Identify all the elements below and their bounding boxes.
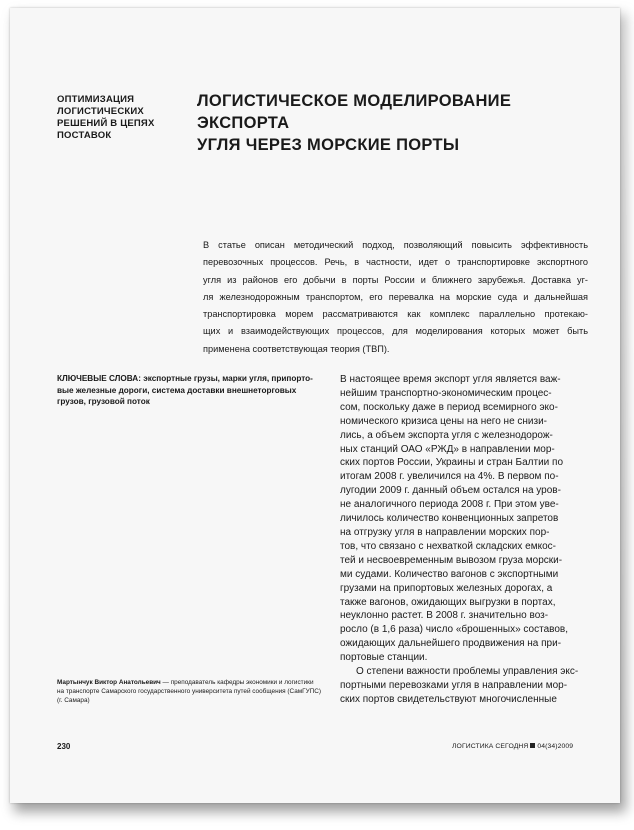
body-line: ских портов России, Украины и стран Балтии по bbox=[340, 457, 564, 469]
abstract bbox=[203, 237, 588, 358]
keywords-line: грузов, грузовой поток bbox=[57, 397, 150, 407]
body-text bbox=[340, 373, 595, 707]
body-line: тов, что связано с нехваткой складских емкос- bbox=[340, 540, 556, 552]
body-line: номического кризиса цены на него не снизи- bbox=[340, 415, 548, 427]
body-line: портовые станции. bbox=[340, 652, 428, 664]
journal-issue: 04(34)2009 bbox=[537, 743, 574, 750]
body-line: итогам 2008 г. увеличился на 4%. В первом по- bbox=[340, 471, 559, 483]
article-title-line: УГЛЯ ЧЕРЕЗ МОРСКИЕ ПОРТЫ bbox=[197, 136, 460, 154]
body-line: сом, поскольку даже в период всемирного эко- bbox=[340, 401, 558, 413]
section-label-line: ОПТИМИЗАЦИЯ bbox=[57, 94, 135, 105]
abstract-line: В статье описан методический подход, позволяющий повысить эффективность bbox=[203, 240, 588, 250]
body-line: личилось количество конвенционных запретов bbox=[340, 513, 559, 525]
body-line: тей и несвоевременным вывозом груза морски- bbox=[340, 554, 563, 566]
body-line: росло (в 1,6 раза) число «брошенных» составов, bbox=[340, 624, 568, 636]
keywords-line: вые железные дороги, система доставки внешнеторговых bbox=[57, 385, 297, 395]
page-number: 230 bbox=[57, 742, 71, 751]
article-title-line: ЛОГИСТИЧЕСКОЕ МОДЕЛИРОВАНИЕ ЭКСПОРТА bbox=[197, 92, 512, 132]
body-line: ских портов свидетельствуют многочисленные bbox=[340, 693, 557, 705]
body-line: лись, а объем экспорта угля с железнодорож- bbox=[340, 429, 553, 441]
article-title bbox=[197, 90, 587, 156]
abstract-line: ля железнодорожным транспортом, его перевалка на морские суда и дальнейшая bbox=[203, 291, 588, 302]
body-line: нейшим транспортно-экономическим процес- bbox=[340, 387, 552, 399]
square-icon bbox=[530, 743, 535, 748]
abstract-line: перевозочных процессов. Речь, в частности, идет о транспортировке экспортного bbox=[203, 257, 588, 268]
body-line: О степени важности проблемы управления экс- bbox=[356, 666, 579, 678]
section-label-line: ЛОГИСТИЧЕСКИХ bbox=[57, 106, 144, 117]
section-label-line: ПОСТАВОК bbox=[57, 130, 112, 141]
author-line: на транспорте Самарского государственного университета путей сообщения (СамГУПС) bbox=[57, 688, 322, 695]
body-line: ных станций ОАО «РЖД» в направлении мор- bbox=[340, 443, 555, 455]
abstract-line: применена соответствующая теория (ТВП). bbox=[203, 343, 390, 354]
keywords bbox=[57, 373, 317, 408]
author-desc: — преподаватель кафедры экономики и логистики bbox=[160, 679, 314, 686]
body-line: портными перевозками угля в направлении мор- bbox=[340, 679, 568, 691]
author-line: (г. Самара) bbox=[57, 697, 90, 704]
author-line bbox=[57, 678, 325, 687]
section-label bbox=[57, 94, 167, 142]
abstract-line: щих и взаимодействующих процессов, для моделирования которых может быть bbox=[203, 326, 588, 337]
body-line: неуклонно растет. В 2008 г. значительно воз- bbox=[340, 610, 549, 622]
author-info bbox=[57, 678, 325, 705]
abstract-line: угля из районов его добычи в порты России и ближнего зарубежья. Доставка уг- bbox=[203, 274, 588, 285]
journal-footer bbox=[452, 743, 573, 750]
section-label-line: РЕШЕНИЙ В ЦЕПЯХ bbox=[57, 118, 155, 129]
body-line: на отгрузку угля в направлении морских пор- bbox=[340, 526, 550, 538]
keywords-line: КЛЮЧЕВЫЕ СЛОВА: экспортные грузы, марки угля, припорто- bbox=[57, 374, 313, 383]
abstract-line: транспортировка морем рассматриваются как комплекс параллельно протекаю- bbox=[203, 309, 588, 320]
body-line: лугодии 2009 г. данный объем остался на уров- bbox=[340, 485, 561, 497]
author-name: Мартынчук Виктор Анатольевич bbox=[57, 679, 161, 686]
journal-name: ЛОГИСТИКА СЕГОДНЯ bbox=[452, 743, 529, 750]
body-line: грузами на припортовых железных дорогах, а bbox=[340, 582, 553, 594]
body-line: В настоящее время экспорт угля является важ- bbox=[340, 374, 561, 385]
body-line: не аналогичного периода 2008 г. При этом уве- bbox=[340, 499, 559, 511]
body-line: ми судами. Количество вагонов с экспортными bbox=[340, 568, 559, 580]
body-line: также вагонов, ожидающих выгрузки в портах, bbox=[340, 596, 556, 608]
body-line: ожидающих дальнейшего продвижения на при- bbox=[340, 638, 562, 650]
